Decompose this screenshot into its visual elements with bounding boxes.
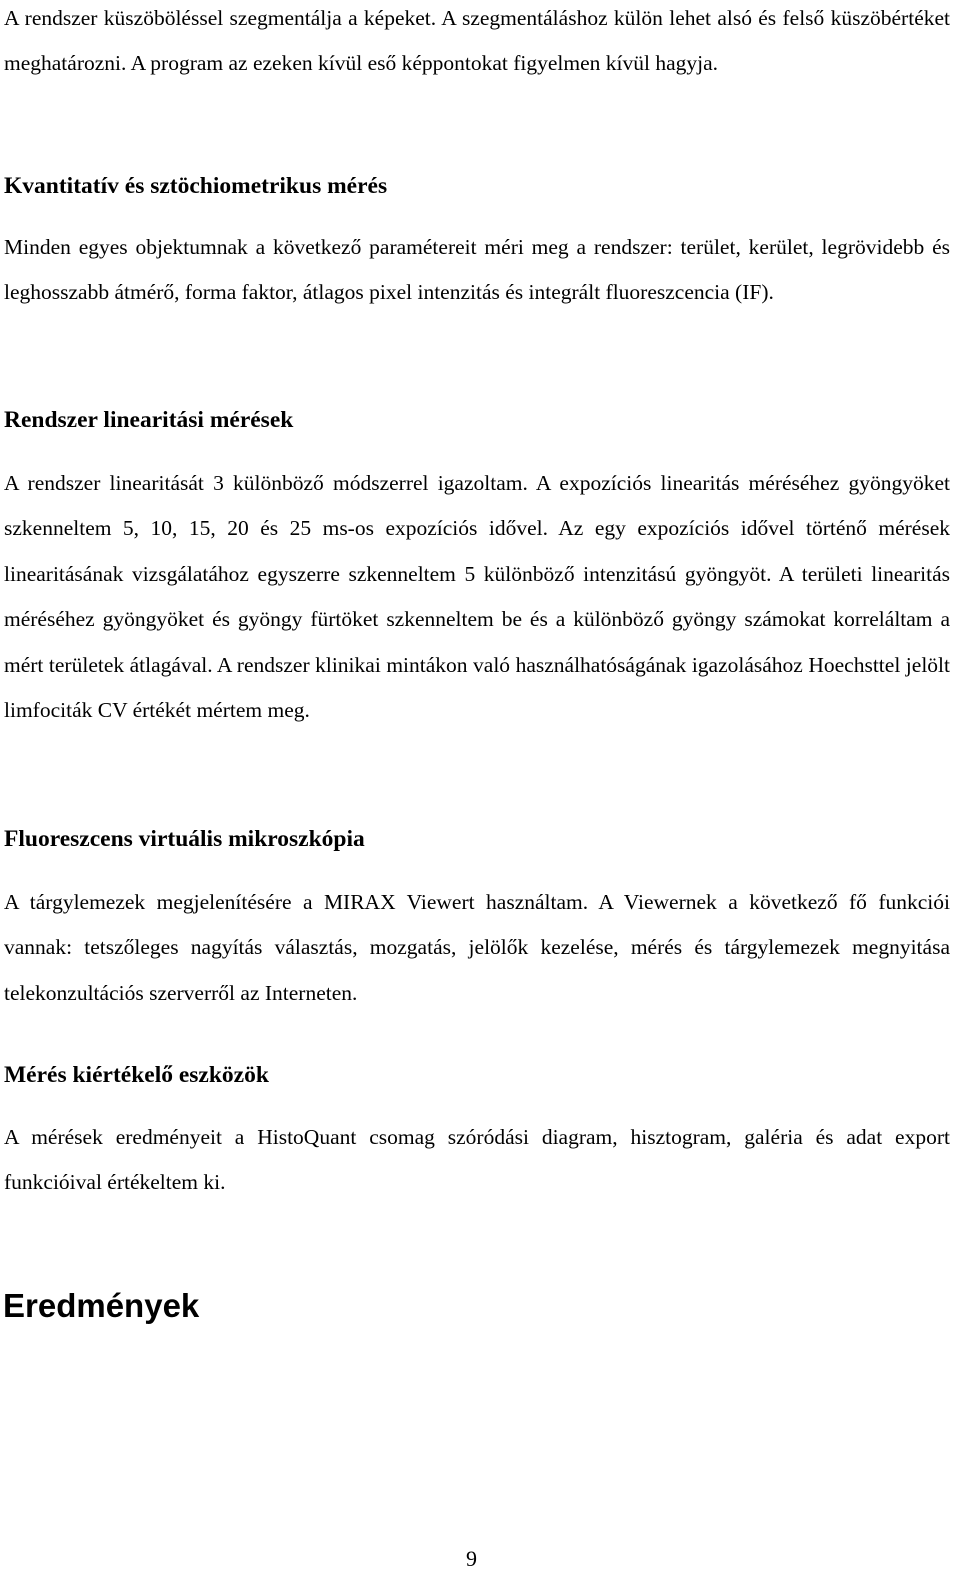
page-number: 9 bbox=[466, 1546, 477, 1571]
paragraph-linearity-measurements: A rendszer linearitását 3 különböző módszerrel igazoltam. A expozíciós linearitás méréséhez gyöngyöket szkenneltem 5, 10, 15, 20 és 25 ms-os expozíciós idővel. Az egy expozíciós idővel történő mérések linearitásának vizsgálatához egyszerre szkenneltem 5 különböző intenzitású gyöngyöt. A területi linearitás méréséhez gyöngyöket és gyöngy fürtöket szkenneltem be és a különböző gyöngy számokat korreláltam a mért területek átlagával. A rendszer klinikai mintákon való használhatóságának igazolásához Hoechsttel jelölt limfociták CV értékét mértem meg. bbox=[4, 471, 950, 723]
paragraph-quantitative-measurement: Minden egyes objektumnak a következő paramétereit méri meg a rendszer: terület, kerület, legrövidebb és leghosszabb átmérő, forma faktor, átlagos pixel intenzitás és integrált fluoreszcencia (IF). bbox=[4, 235, 950, 305]
heading-quantitative-measurement: Kvantitatív és sztöchiometrikus mérés bbox=[4, 173, 388, 199]
heading-results: Eredmények bbox=[3, 1287, 200, 1324]
paragraph-evaluation-tools: A mérések eredményeit a HistoQuant csomag szóródási diagram, hisztogram, galéria és adat export funkcióival értékeltem ki. bbox=[4, 1125, 950, 1195]
heading-virtual-microscopy: Fluoreszcens virtuális mikroszkópia bbox=[4, 826, 365, 852]
paragraph-segmentation: A rendszer küszöböléssel szegmentálja a képeket. A szegmentáláshoz külön lehet alsó és felső küszöbértéket meghatározni. A program az ezeken kívül eső képpontokat figyelmen kívül hagyja. bbox=[4, 6, 950, 76]
paragraph-virtual-microscopy: A tárgylemezek megjelenítésére a MIRAX Viewert használtam. A Viewernek a következő fő funkciói vannak: tetszőleges nagyítás választás, mozgatás, jelölők kezelése, mérés és tárgylemezek megnyitása telekonzultációs szerverről az Interneten. bbox=[4, 890, 950, 1005]
heading-evaluation-tools: Mérés kiértékelő eszközök bbox=[4, 1062, 269, 1088]
heading-linearity-measurements: Rendszer linearitási mérések bbox=[4, 407, 294, 433]
